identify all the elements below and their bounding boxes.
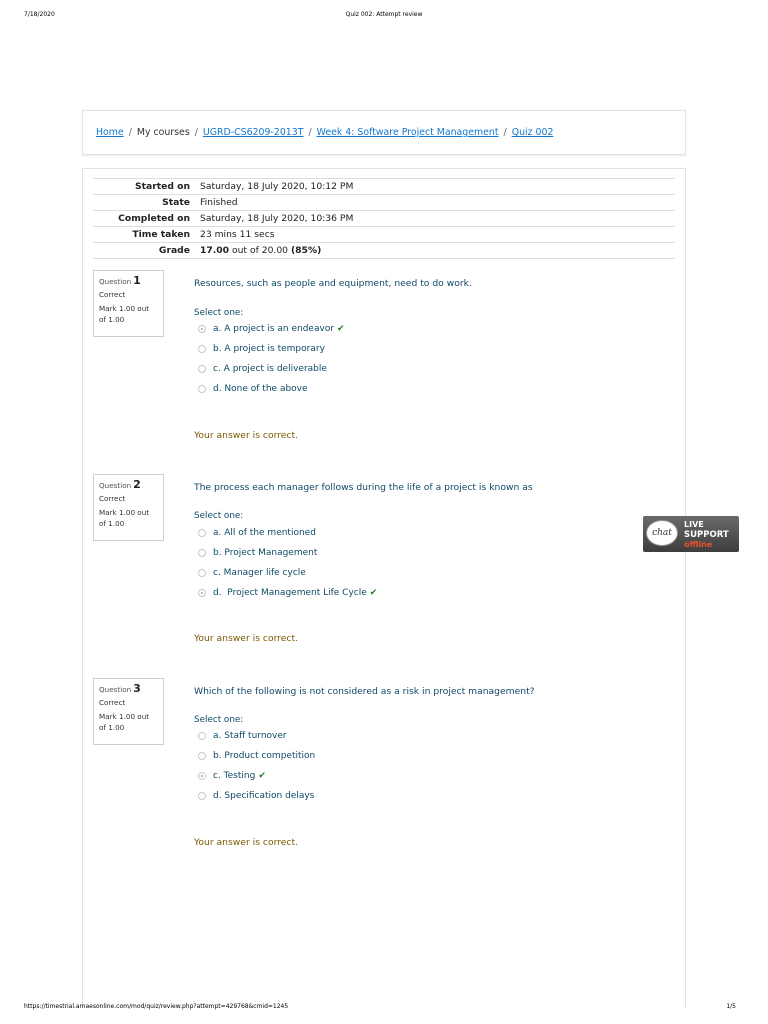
question-mark: Mark 1.00 out of 1.00 (99, 712, 150, 732)
option-label: a. Staff turnover (213, 731, 287, 741)
breadcrumb-separator: / (194, 127, 198, 138)
grade-score: 17.00 (200, 245, 230, 256)
answer-option[interactable] (198, 323, 345, 335)
option-label: c. Manager life cycle (213, 568, 306, 578)
radio-icon[interactable] (198, 589, 206, 597)
summary-row-completed (93, 211, 675, 227)
radio-icon[interactable] (198, 792, 206, 800)
quiz-review-region (82, 168, 686, 1008)
question-label: Question (99, 481, 132, 490)
answer-feedback: Your answer is correct. (194, 430, 298, 441)
breadcrumb-week-link[interactable]: Week 4: Software Project Management (316, 127, 499, 138)
summary-label: Time taken (132, 229, 190, 240)
question-state: Correct (99, 290, 126, 299)
question-state: Correct (99, 698, 126, 707)
option-label: c. A project is deliverable (213, 364, 327, 374)
breadcrumb-bar (82, 110, 686, 155)
question-text: Which of the following is not considered as a risk in project management? (194, 686, 535, 697)
radio-icon[interactable] (198, 549, 206, 557)
summary-label: Started on (135, 181, 190, 192)
radio-icon[interactable] (198, 529, 206, 537)
summary-value: Finished (200, 197, 238, 208)
breadcrumb-separator: / (128, 127, 132, 138)
answer-option[interactable] (198, 587, 377, 599)
chat-support-label: SUPPORT (684, 530, 729, 540)
option-label: b. Project Management (213, 548, 318, 558)
check-icon: ✔ (258, 771, 266, 781)
radio-icon[interactable] (198, 345, 206, 353)
answer-option[interactable] (198, 790, 314, 802)
breadcrumb-home-link[interactable]: Home (96, 127, 124, 138)
question-mark: Mark 1.00 out of 1.00 (99, 508, 150, 528)
breadcrumb-separator: / (308, 127, 312, 138)
answer-option[interactable] (198, 730, 287, 742)
radio-icon[interactable] (198, 325, 206, 333)
breadcrumb-separator: / (503, 127, 507, 138)
breadcrumb-course-link[interactable]: UGRD-CS6209-2013T (202, 127, 304, 138)
breadcrumb-my-courses: My courses (136, 127, 190, 138)
radio-icon[interactable] (198, 569, 206, 577)
question-mark: Mark 1.00 out of 1.00 (99, 304, 150, 324)
breadcrumb (96, 127, 553, 138)
answer-feedback: Your answer is correct. (194, 837, 298, 848)
summary-value: 23 mins 11 secs (200, 229, 275, 240)
radio-icon[interactable] (198, 772, 206, 780)
chat-status: offline (684, 540, 713, 549)
option-label: d. None of the above (213, 384, 308, 394)
select-one-label: Select one: (194, 715, 244, 725)
question-info-2 (93, 474, 164, 541)
summary-row-grade (93, 243, 675, 259)
question-info-1 (93, 270, 164, 337)
radio-icon[interactable] (198, 732, 206, 740)
live-support-chat-button[interactable] (643, 516, 739, 552)
answer-option[interactable] (198, 383, 308, 395)
select-one-label: Select one: (194, 511, 244, 521)
option-label: a. All of the mentioned (213, 528, 316, 538)
grade-value (200, 243, 675, 259)
option-label: c. Testing (213, 771, 256, 781)
question-state: Correct (99, 494, 126, 503)
check-icon: ✔ (337, 324, 345, 334)
question-label: Question (99, 277, 132, 286)
summary-value: Saturday, 18 July 2020, 10:12 PM (200, 181, 354, 192)
summary-label: State (162, 197, 190, 208)
chat-bubble-icon: chat (646, 520, 678, 546)
radio-icon[interactable] (198, 385, 206, 393)
answer-option[interactable] (198, 363, 327, 375)
check-icon: ✔ (369, 588, 378, 598)
summary-row-time-taken (93, 227, 675, 243)
radio-icon[interactable] (198, 365, 206, 373)
answer-option[interactable] (198, 567, 306, 579)
select-one-label: Select one: (194, 308, 244, 318)
option-label: b. A project is temporary (213, 344, 325, 354)
breadcrumb-quiz-link[interactable]: Quiz 002 (511, 127, 554, 138)
summary-value: Saturday, 18 July 2020, 10:36 PM (200, 213, 354, 224)
question-number: 3 (133, 682, 141, 695)
question-number: 1 (133, 274, 141, 287)
question-label: Question (99, 685, 132, 694)
answer-option[interactable] (198, 750, 315, 762)
attempt-summary-table (93, 178, 675, 259)
option-label: a. A project is an endeavor (213, 324, 335, 334)
summary-label: Grade (158, 245, 190, 256)
option-label: b. Product competition (213, 751, 316, 761)
grade-out-of: out of 20.00 (229, 245, 291, 256)
question-text: Resources, such as people and equipment, need to do work. (194, 278, 472, 289)
summary-label: Completed on (118, 213, 190, 224)
summary-row-state (93, 195, 675, 211)
answer-option[interactable] (198, 343, 325, 355)
question-info-3 (93, 678, 164, 745)
answer-option[interactable] (198, 770, 266, 782)
radio-icon[interactable] (198, 752, 206, 760)
question-number: 2 (133, 478, 141, 491)
grade-percent: (85%) (290, 245, 322, 256)
print-page-number: 1/5 (726, 1003, 736, 1010)
answer-feedback: Your answer is correct. (194, 633, 298, 644)
option-label: d. Specification delays (213, 791, 315, 801)
print-date: 7/18/2020 (24, 11, 55, 18)
summary-row-started (93, 179, 675, 195)
chat-live-label: LIVE (684, 520, 704, 529)
option-label: d. Project Management Life Cycle (213, 588, 367, 598)
answer-option[interactable] (198, 527, 316, 539)
answer-option[interactable] (198, 547, 317, 559)
print-url: https://timestrial.amaesonline.com/mod/quiz/review.php?attempt=429768&cmid=1245 (24, 1003, 289, 1010)
question-text: The process each manager follows during the life of a project is known as (194, 482, 533, 493)
print-title: Quiz 002: Attempt review (345, 11, 423, 18)
